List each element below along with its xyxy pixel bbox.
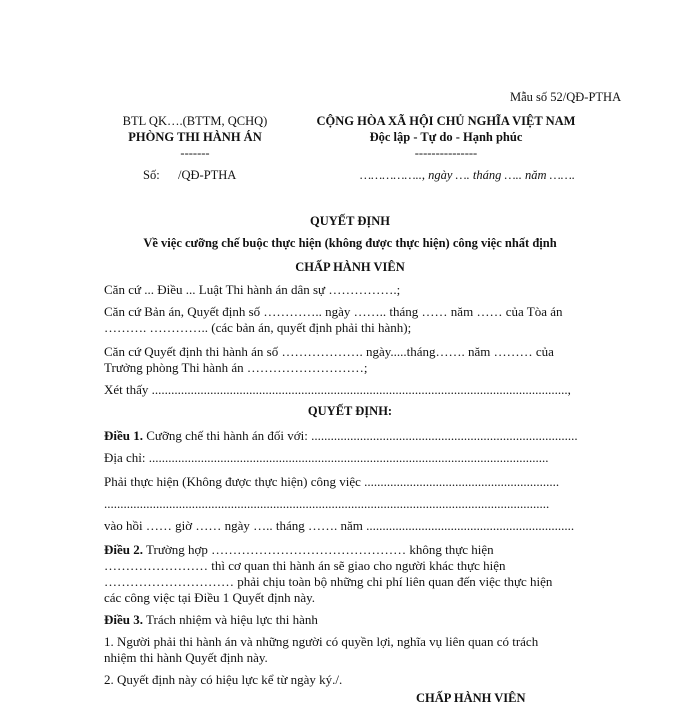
article-2-line: …………………… thì cơ quan thi hành án sẽ giao cho người khác thực hiện — [104, 558, 506, 573]
article-1-label: Điều 1. — [104, 428, 143, 443]
basis-line: Căn cứ Quyết định thi hành án số ………………. ngày.....tháng……. năm ……… của — [104, 344, 554, 359]
document-subtitle: Về việc cưỡng chế buộc thực hiện (không được thực hiện) công việc nhất định — [143, 236, 557, 250]
article-2-text: Trường hợp ……………………………………… không thực hiện — [143, 542, 494, 557]
obligation-dots-line: ......................................................................................................................................... — [104, 496, 550, 511]
number-suffix: /QĐ-PTHA — [178, 168, 237, 182]
article-3-item: 2. Quyết định này có hiệu lực kể từ ngày ký./. — [104, 672, 343, 687]
date-line: …………….., ngày …. tháng ….. năm ……. — [360, 168, 575, 182]
article-2-label: Điều 2. — [104, 542, 143, 557]
enforcement-office-label: PHÒNG THI HÀNH ÁN — [128, 130, 262, 144]
basis-line: Căn cứ Bản án, Quyết định số ………….. ngày …….. tháng …… năm …… của Tòa án — [104, 304, 563, 319]
article-2-line: các công việc tại Điều 1 Quyết định này. — [104, 590, 316, 605]
signature-title: CHẤP HÀNH VIÊN — [416, 691, 526, 705]
time-line: vào hồi …… giờ …… ngày ….. tháng ……. năm ................................................................ — [104, 518, 575, 533]
article-3-item: nhiệm thi hành Quyết định này. — [104, 650, 268, 665]
right-divider: --------------- — [414, 146, 478, 160]
nation-motto: Độc lập - Tự do - Hạnh phúc — [369, 130, 523, 144]
basis-line: Trưởng phòng Thi hành án ………………………; — [104, 360, 368, 375]
consideration-line: Xét thấy ................................................................................................................................, — [104, 382, 571, 397]
article-2-line: ………………………… phải chịu toàn bộ những chi phí liên quan đến việc thực hiện — [104, 574, 553, 589]
article-3-line — [104, 612, 318, 628]
article-1-line — [104, 428, 600, 444]
decision-heading: QUYẾT ĐỊNH: — [307, 404, 393, 418]
obligation-line: Phải thực hiện (Không được thực hiện) công việc ............................................................ — [104, 474, 560, 489]
article-3-item: 1. Người phải thi hành án và những người có quyền lợi, nghĩa vụ liên quan có trách — [104, 634, 539, 649]
left-divider: ------- — [180, 146, 210, 160]
military-region-label: BTL QK….(BTTM, QCHQ) — [122, 114, 268, 128]
article-3-label: Điều 3. — [104, 612, 143, 627]
nation-title: CỘNG HÒA XÃ HỘI CHỦ NGHĨA VIỆT NAM — [316, 114, 576, 128]
basis-line: Căn cứ ... Điều ... Luật Thi hành án dân sự …………….; — [104, 282, 401, 297]
form-code: Mẫu số 52/QĐ-PTHA — [510, 90, 622, 104]
article-3-text: Trách nhiệm và hiệu lực thi hành — [143, 612, 318, 627]
authority-title: CHẤP HÀNH VIÊN — [295, 260, 405, 274]
article-2-line — [104, 542, 494, 558]
address-line: Địa chỉ: ........................................................................................................................... — [104, 450, 549, 465]
basis-line: ………. ………….. (các bản án, quyết định phải thi hành); — [104, 320, 412, 335]
document-title: QUYẾT ĐỊNH — [310, 214, 390, 228]
number-label: Số: — [143, 168, 160, 182]
article-1-text: Cưỡng chế thi hành án đối với: .................................................................................. — [143, 428, 578, 443]
